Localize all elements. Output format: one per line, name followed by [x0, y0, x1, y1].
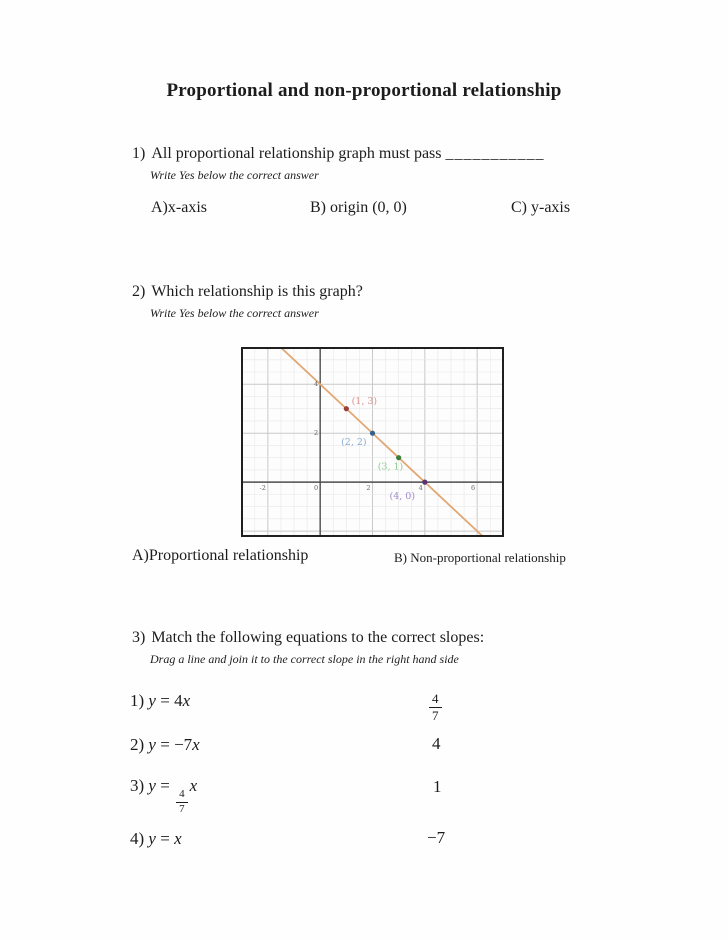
question-2-number: 2)	[132, 283, 146, 300]
question-2-text: Which relationship is this graph?	[151, 283, 363, 300]
page-title: Proportional and non-proportional relationship	[166, 80, 562, 101]
equation-part: =	[155, 691, 175, 710]
equation-part: y	[148, 691, 156, 710]
equation-part: =	[155, 776, 175, 795]
svg-text:0: 0	[314, 484, 319, 493]
svg-text:(1, 3): (1, 3)	[351, 395, 378, 407]
equation-part: 4	[432, 734, 441, 753]
equation-part: 2)	[130, 735, 149, 754]
question-3-note: Drag a line and join it to the correct slope in the right hand side	[150, 652, 459, 666]
equation-part: 1)	[130, 691, 149, 710]
equation-part: 4	[174, 691, 183, 710]
relationship-graph-svg	[243, 349, 502, 535]
svg-text:2: 2	[314, 429, 319, 438]
fraction-numerator: 4	[429, 692, 442, 708]
equation-part: =	[155, 735, 175, 754]
equation-part: x	[189, 776, 198, 795]
equation-row-1[interactable]	[130, 691, 190, 711]
svg-text:(2, 2): (2, 2)	[341, 436, 367, 448]
svg-text:6: 6	[471, 484, 476, 493]
fraction-denominator: 7	[432, 707, 439, 723]
svg-text:4: 4	[418, 484, 423, 493]
question-2	[132, 283, 363, 301]
question-3-number: 3)	[132, 629, 146, 646]
svg-text:2: 2	[366, 484, 371, 493]
equation-part: x	[192, 735, 200, 754]
question-1-note: Write Yes below the correct answer	[150, 168, 319, 182]
equation-part: 1	[433, 777, 442, 796]
relationship-graph	[241, 347, 504, 537]
fraction	[176, 789, 188, 815]
equation-row-4[interactable]	[130, 829, 182, 849]
svg-text:-2: -2	[259, 484, 266, 493]
q1-option-a[interactable]: A)x-axis	[151, 199, 207, 216]
q2-option-b[interactable]: B) Non-proportional relationship	[394, 550, 566, 565]
question-1-number: 1)	[132, 145, 146, 162]
fraction-denominator: 7	[179, 802, 185, 815]
q1-option-b[interactable]: B) origin (0, 0)	[310, 199, 407, 216]
equation-part: =	[155, 829, 175, 848]
equation-part: 3)	[130, 776, 149, 795]
svg-text:(4, 0): (4, 0)	[389, 490, 416, 502]
equation-row-3[interactable]	[130, 776, 197, 815]
equation-part: y	[148, 776, 156, 795]
q2-option-a[interactable]: A)Proportional relationship	[132, 547, 309, 564]
slope-value-3[interactable]	[433, 777, 442, 797]
equation-part: x	[182, 691, 191, 710]
equation-part: −7	[427, 828, 446, 847]
slope-value-4[interactable]	[427, 828, 445, 848]
svg-text:(3, 1): (3, 1)	[377, 461, 404, 473]
question-2-note: Write Yes below the correct answer	[150, 306, 319, 320]
equation-part: x	[174, 829, 182, 848]
equation-part: y	[148, 829, 156, 848]
slope-value-2[interactable]	[432, 734, 441, 754]
svg-text:4: 4	[314, 380, 319, 389]
equation-row-2[interactable]	[130, 735, 200, 755]
q1-option-c[interactable]: C) y-axis	[511, 199, 571, 216]
question-1-blank[interactable]: ___________	[445, 145, 545, 162]
equation-part: 4)	[130, 829, 149, 848]
equation-part: y	[148, 735, 156, 754]
equation-part: −7	[174, 735, 193, 754]
fraction-numerator: 4	[176, 789, 188, 803]
question-3-text: Match the following equations to the correct slopes:	[151, 629, 485, 646]
question-1	[132, 145, 545, 163]
fraction	[429, 692, 442, 722]
question-1-text: All proportional relationship graph must pass	[151, 145, 442, 162]
slope-value-1[interactable]	[429, 681, 442, 722]
question-3	[132, 629, 484, 647]
